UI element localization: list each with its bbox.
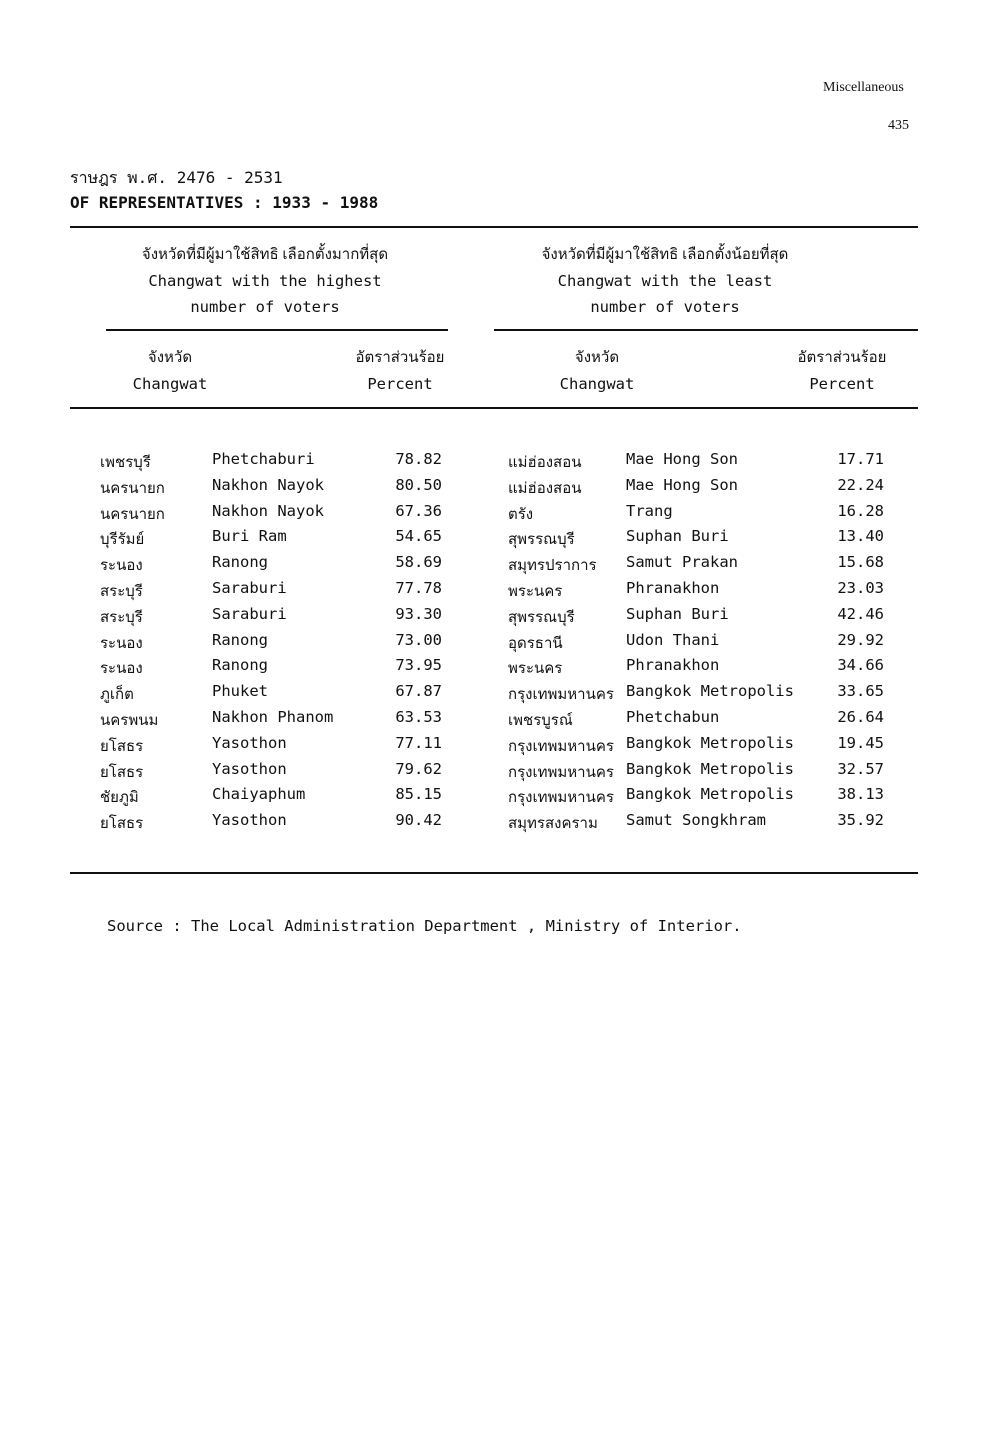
- cell-highest-changwat: Nakhon Nayok: [212, 475, 324, 494]
- cell-least-changwat: Phranakhon: [626, 579, 720, 597]
- col-header-changwat-en: Changwat: [132, 375, 208, 393]
- cell-highest-changwat: Ranong: [212, 630, 268, 649]
- cell-highest-changwat: Saraburi: [212, 604, 287, 623]
- col-header-changwat-right: [537, 345, 657, 397]
- cell-least-changwat: Phranakhon: [626, 656, 720, 675]
- cell-highest-changwat-thai: สระบุรี: [100, 584, 143, 600]
- cell-least-percent: 23.03: [837, 579, 884, 597]
- col-header-percent-left: [350, 345, 450, 397]
- cell-highest-changwat: Nakhon Nayok: [212, 501, 324, 520]
- cell-highest-percent: 85.15: [395, 785, 442, 804]
- section-title: Miscellaneous: [823, 80, 904, 95]
- group-rule-highest: [106, 329, 448, 331]
- cell-least-percent: 19.45: [837, 733, 884, 752]
- group-header-highest-thai: จังหวัดที่มีผู้มาใช้สิทธิ เลือกตั้งมากที่สุด: [141, 247, 389, 263]
- col-header-percent-en: Percent: [809, 375, 875, 393]
- page-number: 435: [888, 118, 909, 133]
- col-header-changwat-thai: จังหวัด: [147, 350, 193, 366]
- group-header-highest-line1: Changwat with the highest: [148, 272, 382, 290]
- cell-highest-changwat: Buri Ram: [212, 527, 287, 546]
- cell-least-changwat: Mae Hong Son: [626, 450, 738, 468]
- cell-highest-changwat: Ranong: [212, 553, 268, 572]
- group-header-least-line2: number of voters: [590, 298, 740, 316]
- col-header-percent-thai: อัตราส่วนร้อย: [797, 350, 887, 366]
- cell-least-changwat-thai: ตรัง: [508, 506, 534, 523]
- cell-least-percent: 17.71: [837, 450, 884, 468]
- cell-least-changwat-thai: พระนคร: [508, 584, 563, 600]
- cell-least-changwat: Phetchabun: [626, 708, 720, 726]
- cell-least-changwat: Mae Hong Son: [626, 475, 738, 494]
- cell-least-changwat-thai: กรุงเทพมหานคร: [508, 687, 614, 704]
- col-header-changwat-thai: จังหวัด: [574, 350, 620, 366]
- cell-highest-percent: 73.95: [395, 656, 442, 675]
- cell-highest-percent: 90.42: [395, 811, 442, 830]
- cell-highest-changwat-thai: บุรีรัมย์: [100, 532, 145, 549]
- cell-least-changwat-thai: สุพรรณบุรี: [508, 609, 575, 626]
- cell-highest-changwat-thai: ยโสธร: [100, 764, 144, 781]
- cell-highest-percent: 93.30: [395, 604, 442, 623]
- cell-highest-percent: 67.36: [395, 501, 442, 520]
- cell-least-percent: 38.13: [837, 785, 884, 804]
- cell-highest-changwat: Phetchaburi: [212, 450, 315, 468]
- cell-least-percent: 13.40: [837, 527, 884, 546]
- cell-highest-percent: 73.00: [395, 630, 442, 649]
- cell-highest-changwat-thai: ชัยภูมิ: [100, 790, 139, 807]
- group-header-highest-line2: number of voters: [190, 298, 340, 316]
- cell-least-changwat: Trang: [626, 501, 673, 520]
- group-header-least: [495, 242, 835, 320]
- cell-least-changwat-thai: กรุงเทพมหานคร: [508, 764, 614, 781]
- cell-highest-changwat-thai: นครนายก: [100, 480, 165, 497]
- cell-least-percent: 16.28: [837, 501, 884, 520]
- col-header-changwat-left: [110, 345, 230, 397]
- cell-highest-changwat-thai: ยโสธร: [100, 738, 144, 755]
- group-header-least-line1: Changwat with the least: [557, 272, 773, 290]
- cell-highest-changwat: Chaiyaphum: [212, 785, 306, 804]
- cell-highest-changwat-thai: ระนอง: [100, 558, 143, 575]
- cell-least-changwat-thai: สมุทรสงคราม: [508, 816, 598, 833]
- cell-least-percent: 34.66: [837, 656, 884, 675]
- cell-highest-changwat: Yasothon: [212, 811, 287, 830]
- cell-least-changwat: Bangkok Metropolis: [626, 733, 794, 752]
- col-header-changwat-en: Changwat: [559, 375, 635, 393]
- cell-least-percent: 15.68: [837, 553, 884, 572]
- cell-least-changwat-thai: สมุทรปราการ: [508, 558, 597, 575]
- cell-least-changwat-thai: กรุงเทพมหานคร: [508, 790, 614, 807]
- cell-highest-changwat-thai: เพชรบุรี: [100, 455, 151, 471]
- cell-least-changwat-thai: กรุงเทพมหานคร: [508, 738, 614, 755]
- cell-highest-changwat-thai: ระนอง: [100, 635, 143, 652]
- cell-least-changwat: Samut Songkhram: [626, 811, 766, 830]
- cell-highest-percent: 78.82: [395, 450, 442, 468]
- cell-least-changwat-thai: เพชรบูรณ์: [508, 713, 573, 729]
- cell-highest-changwat-thai: ยโสธร: [100, 816, 144, 833]
- top-rule: [70, 226, 918, 228]
- cell-least-changwat: Udon Thani: [626, 630, 720, 649]
- cell-least-changwat: Samut Prakan: [626, 553, 738, 572]
- cell-least-changwat: Suphan Buri: [626, 604, 729, 623]
- cell-least-changwat-thai: แม่ฮ่องสอน: [508, 480, 582, 497]
- cell-highest-changwat: Ranong: [212, 656, 268, 675]
- col-header-percent-right: [790, 345, 894, 397]
- cell-highest-changwat: Yasothon: [212, 733, 287, 752]
- cell-highest-changwat-thai: ภูเก็ต: [100, 687, 134, 704]
- group-header-least-thai: จังหวัดที่มีผู้มาใช้สิทธิ เลือกตั้งน้อยที่สุด: [541, 247, 789, 263]
- cell-least-percent: 32.57: [837, 759, 884, 778]
- col-header-percent-thai: อัตราส่วนร้อย: [355, 350, 445, 366]
- cell-highest-changwat: Yasothon: [212, 759, 287, 778]
- cell-highest-percent: 77.78: [395, 579, 442, 597]
- cell-least-percent: 22.24: [837, 475, 884, 494]
- cell-least-changwat-thai: สุพรรณบุรี: [508, 532, 575, 549]
- cell-least-percent: 35.92: [837, 811, 884, 830]
- cell-highest-percent: 63.53: [395, 708, 442, 726]
- table-title-english: OF REPRESENTATIVES : 1933 - 1988: [70, 193, 379, 212]
- cell-least-percent: 26.64: [837, 708, 884, 726]
- cell-highest-changwat: Phuket: [212, 682, 268, 701]
- source-note: Source : The Local Administration Department , Ministry of Interior.: [107, 917, 742, 935]
- cell-highest-changwat: Saraburi: [212, 579, 287, 597]
- cell-highest-changwat-thai: นครพนม: [100, 713, 159, 729]
- cell-least-changwat: Bangkok Metropolis: [626, 759, 794, 778]
- cell-highest-percent: 77.11: [395, 733, 442, 752]
- cell-least-percent: 42.46: [837, 604, 884, 623]
- cell-highest-changwat: Nakhon Phanom: [212, 708, 334, 726]
- cell-highest-changwat-thai: นครนายก: [100, 506, 165, 523]
- cell-highest-percent: 54.65: [395, 527, 442, 546]
- cell-least-changwat-thai: พระนคร: [508, 661, 563, 678]
- cell-highest-percent: 79.62: [395, 759, 442, 778]
- cell-least-changwat: Bangkok Metropolis: [626, 785, 794, 804]
- group-rule-least: [494, 329, 918, 331]
- cell-least-changwat: Suphan Buri: [626, 527, 729, 546]
- cell-highest-percent: 80.50: [395, 475, 442, 494]
- col-header-percent-en: Percent: [367, 375, 433, 393]
- cell-least-changwat-thai: อุดรธานี: [508, 635, 563, 652]
- cell-highest-changwat-thai: สระบุรี: [100, 609, 143, 626]
- cell-highest-changwat-thai: ระนอง: [100, 661, 143, 678]
- bottom-rule: [70, 872, 918, 874]
- cell-highest-percent: 67.87: [395, 682, 442, 701]
- cell-least-changwat-thai: แม่ฮ่องสอน: [508, 455, 582, 471]
- cell-least-percent: 33.65: [837, 682, 884, 701]
- table-title-thai: ราษฎร พ.ศ. 2476 - 2531: [70, 168, 283, 187]
- cell-highest-percent: 58.69: [395, 553, 442, 572]
- header-rule: [70, 407, 918, 409]
- cell-least-changwat: Bangkok Metropolis: [626, 682, 794, 701]
- cell-least-percent: 29.92: [837, 630, 884, 649]
- group-header-highest: [100, 242, 430, 320]
